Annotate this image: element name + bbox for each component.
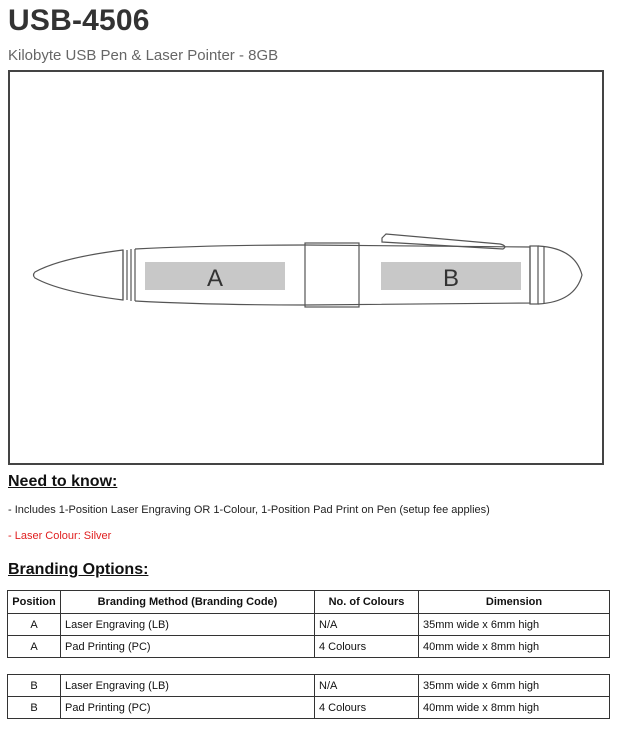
position-b-label: B (442, 265, 460, 292)
col-header-position: Position (8, 591, 61, 614)
need-to-know-heading: Need to know: (8, 473, 118, 490)
cell-dimension: 40mm wide x 8mm high (419, 697, 610, 719)
cell-dimension: 35mm wide x 6mm high (419, 614, 610, 636)
table-row (8, 636, 610, 658)
pen-diagram-frame (8, 70, 604, 465)
table-row (8, 697, 610, 719)
cell-position: A (8, 636, 61, 658)
cell-method: Laser Engraving (LB) (61, 675, 315, 697)
col-header-method: Branding Method (Branding Code) (61, 591, 315, 614)
need-to-know-item: - Includes 1-Position Laser Engraving OR 1-Colour, 1-Position Pad Print on Pen (setup fee applies) (8, 504, 490, 516)
cell-position: A (8, 614, 61, 636)
pen-center-band (305, 243, 359, 307)
product-subtitle: Kilobyte USB Pen & Laser Pointer - 8GB (8, 47, 279, 64)
cell-dimension: 40mm wide x 8mm high (419, 636, 610, 658)
pen-diagram (10, 72, 602, 463)
cell-colours: 4 Colours (315, 697, 419, 719)
table-row (8, 675, 610, 697)
cell-colours: 4 Colours (315, 636, 419, 658)
cell-colours: N/A (315, 614, 419, 636)
cell-method: Pad Printing (PC) (61, 697, 315, 719)
product-code: USB-4506 (8, 4, 150, 37)
cell-method: Pad Printing (PC) (61, 636, 315, 658)
branding-table-a (7, 590, 610, 658)
branding-table-b (7, 674, 610, 719)
cell-colours: N/A (315, 675, 419, 697)
table-header-row (8, 591, 610, 614)
laser-colour-note: - Laser Colour: Silver (8, 530, 112, 542)
cell-method: Laser Engraving (LB) (61, 614, 315, 636)
pen-end-ring (530, 246, 538, 304)
col-header-colours: No. of Colours (315, 591, 419, 614)
col-header-dimension: Dimension (419, 591, 610, 614)
pen-tip (34, 250, 124, 300)
cell-position: B (8, 675, 61, 697)
table-row (8, 614, 610, 636)
cell-position: B (8, 697, 61, 719)
cell-dimension: 35mm wide x 6mm high (419, 675, 610, 697)
branding-options-heading: Branding Options: (8, 561, 149, 578)
position-a-label: A (206, 265, 224, 292)
